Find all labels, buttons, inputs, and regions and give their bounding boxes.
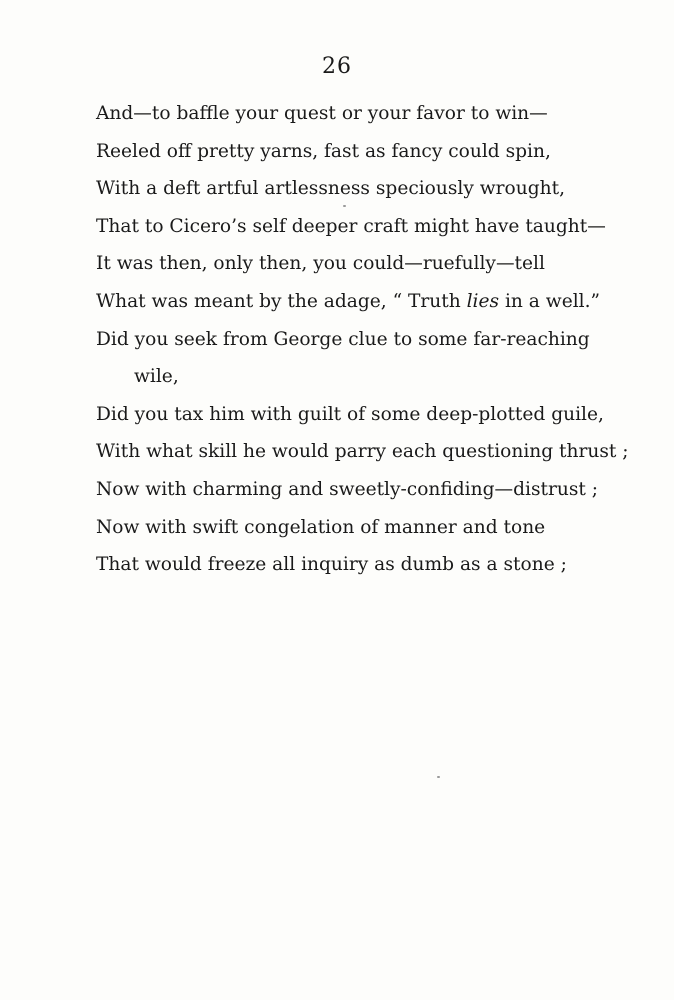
poem-line: With what skill he would parry each questioning thrust ;: [96, 441, 629, 463]
poem-line: Now with charming and sweetly-confiding—distrust ;: [96, 478, 599, 500]
ink-speck: [437, 776, 440, 778]
poem-line: It was then, only then, you could—ruefully—tell: [96, 253, 545, 275]
poem-line: That to Cicero’s self deeper craft might have taught—: [96, 215, 606, 237]
ink-speck: [343, 205, 346, 207]
page-number: 26: [322, 54, 352, 79]
italic-word: lies: [466, 290, 500, 312]
line-text-after: in a well.”: [499, 290, 601, 312]
poem-line: With a deft artful artlessness speciously wrought,: [96, 178, 565, 200]
poem-line-continuation: wile,: [134, 366, 179, 388]
poem-line: And—to baffle your quest or your favor to win—: [96, 103, 548, 124]
poem-line: Did you seek from George clue to some far-reaching: [96, 328, 590, 350]
line-text-before: What was meant by the adage, “ Truth: [96, 290, 467, 312]
poem-line: Reeled off pretty yarns, fast as fancy could spin,: [96, 140, 551, 162]
poem-line: Did you tax him with guilt of some deep-plotted guile,: [96, 403, 604, 425]
poem-line: Now with swift congelation of manner and tone: [96, 516, 546, 538]
poem-body: [96, 100, 636, 589]
poem-line: That would freeze all inquiry as dumb as a stone ;: [96, 554, 567, 576]
poem-line: [96, 288, 636, 326]
